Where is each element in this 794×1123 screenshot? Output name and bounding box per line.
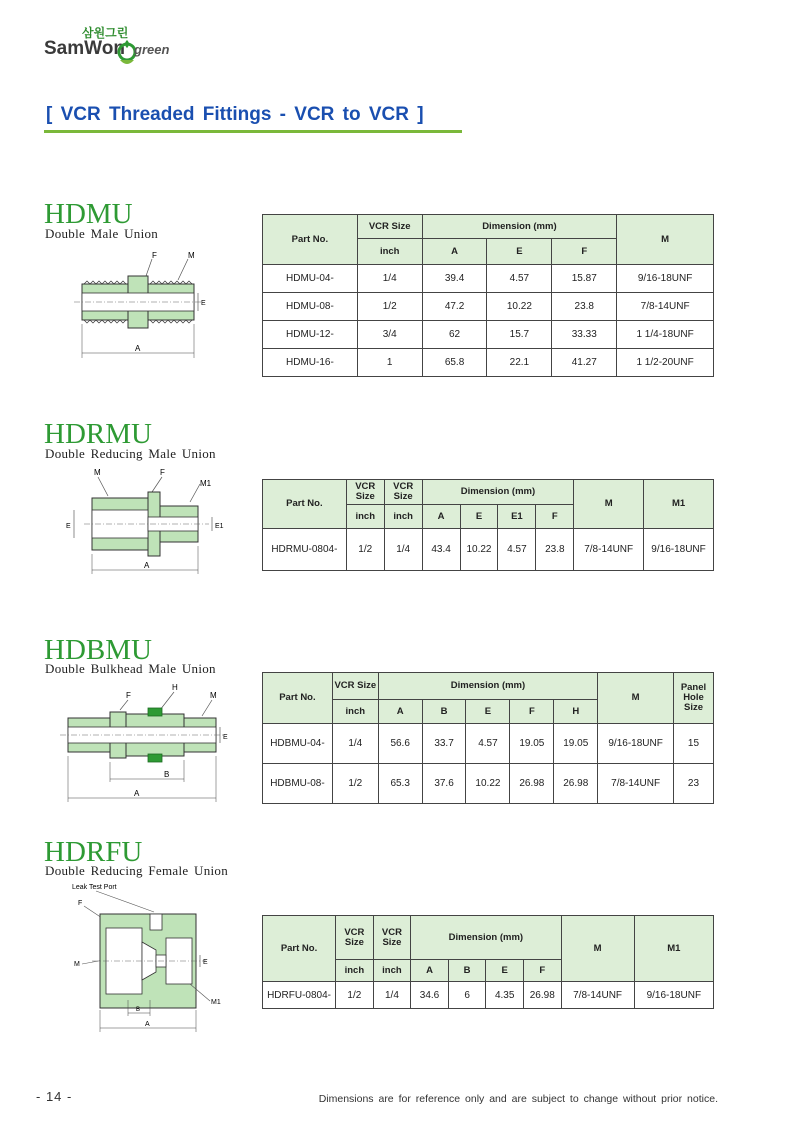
table-cell: 37.6 [422,764,466,804]
hdmu-code: HDMU [44,198,133,230]
hdrfu-label-a: A [145,1021,150,1028]
hdrfu-table [262,915,714,1009]
hdrfu-header-inch-2: inch [373,960,411,982]
hdbmu-diagram [60,680,240,802]
title-underline [44,130,462,133]
hdrmu-header-m1: M1 [644,480,714,529]
hdrmu-header-part-no: Part No. [263,480,347,529]
hdbmu-label-e: E [223,734,228,741]
table-cell: 7/8-14UNF [617,293,714,321]
table-cell: 4.57 [466,724,510,764]
hdmu-label-e: E [201,300,206,307]
hdmu-header-e: E [487,239,552,265]
table-cell: 1/2 [346,529,384,571]
table-cell: 56.6 [378,724,422,764]
table-row [263,321,714,349]
table-cell: HDMU-12- [263,321,358,349]
hdbmu-header-h: H [554,700,598,724]
table-cell: HDBMU-04- [263,724,333,764]
hdrmu-label-e: E [66,523,71,530]
hdrfu-label-leak-test-port: Leak Test Port [72,884,117,891]
hdrmu-label-e1: E1 [215,523,224,530]
hdrfu-header-part-no: Part No. [263,916,336,982]
table-cell: HDBMU-08- [263,764,333,804]
hdrmu-header-m: M [574,480,644,529]
table-cell: 26.98 [510,764,554,804]
hdrmu-header-vcr-size-2: VCR Size [384,480,422,505]
table-row [263,724,714,764]
hdrfu-code: HDRFU [44,836,143,868]
hdmu-header-f: F [552,239,617,265]
hdrmu-header-e: E [460,505,498,529]
table-cell: 19.05 [554,724,598,764]
hdmu-header-inch: inch [357,239,422,265]
hdbmu-header-b: B [422,700,466,724]
table-cell: 1/4 [373,982,411,1009]
table-cell: 19.05 [510,724,554,764]
hdrfu-header-vcr-size-1: VCR Size [336,916,374,960]
hdmu-label-f: F [152,251,157,260]
hdmu-header-m: M [617,215,714,265]
table-cell: 1/2 [357,293,422,321]
table-cell: 26.98 [554,764,598,804]
disclaimer-note: Dimensions are for reference only and are subject to change without prior notice. [318,1093,718,1105]
table-cell: 4.57 [487,265,552,293]
table-cell: 1/2 [336,982,374,1009]
table-cell: 26.98 [523,982,561,1009]
hdrmu-header-f: F [536,505,574,529]
hdbmu-header-vcr-size: VCR Size [332,673,378,700]
hdrfu-header-vcr-size-2: VCR Size [373,916,411,960]
hdrmu-table [262,479,714,571]
table-cell: 9/16-18UNF [617,265,714,293]
table-cell: 1 1/2-20UNF [617,349,714,377]
hdrmu-header-inch-1: inch [346,505,384,529]
hdrmu-code: HDRMU [44,418,152,450]
hdbmu-code: HDBMU [44,634,152,666]
hdrmu-label-a: A [144,561,150,570]
logo-korean-text: 삼원그린 [82,26,129,40]
hdrmu-header-e1: E1 [498,505,536,529]
table-cell: 15.7 [487,321,552,349]
hdrfu-header-dimension: Dimension (mm) [411,916,561,960]
hdmu-header-vcr-size: VCR Size [357,215,422,239]
table-cell: 43.4 [422,529,460,571]
table-cell: 4.35 [486,982,524,1009]
hdbmu-header-dimension: Dimension (mm) [378,673,597,700]
hdrfu-header-inch-1: inch [336,960,374,982]
hdmu-header-a: A [422,239,487,265]
table-cell: 10.22 [466,764,510,804]
table-cell: 33.33 [552,321,617,349]
hdrfu-label-f: F [78,900,83,907]
logo-sub-text: green [134,42,170,57]
hdbmu-header-f: F [510,700,554,724]
hdrmu-label-m1: M1 [200,479,212,488]
hdbmu-label-a: A [134,789,140,798]
table-row [263,982,714,1009]
hdmu-header-part-no: Part No. [263,215,358,265]
hdmu-description: Double Male Union [45,226,159,241]
table-cell: 23 [673,764,713,804]
hdrmu-header-dimension: Dimension (mm) [422,480,574,505]
hdbmu-label-b: B [164,770,170,779]
table-row [263,529,714,571]
table-row [263,764,714,804]
table-cell: 10.22 [460,529,498,571]
hdbmu-header-a: A [378,700,422,724]
hdrmu-header-vcr-size-1: VCR Size [346,480,384,505]
hdrmu-label-f: F [160,468,165,477]
table-cell: 7/8-14UNF [574,529,644,571]
hdbmu-header-panel-hole-size: Panel Hole Size [673,673,713,724]
hdrfu-label-e: E [203,959,208,966]
company-logo [44,22,184,74]
hdmu-label-m: M [188,251,195,260]
table-cell: 7/8-14UNF [561,982,634,1009]
table-row [263,293,714,321]
hdmu-diagram [72,246,222,358]
hdrfu-header-f: F [523,960,561,982]
hdmu-table [262,214,714,377]
table-cell: 1 1/4-18UNF [617,321,714,349]
hdbmu-label-h: H [172,683,178,692]
hdmu-header-dimension: Dimension (mm) [422,215,617,239]
table-cell: HDMU-04- [263,265,358,293]
table-cell: 1 [357,349,422,377]
hdrfu-label-m: M [74,961,80,968]
table-cell: 15 [673,724,713,764]
table-cell: HDMU-08- [263,293,358,321]
hdrfu-diagram [66,880,236,1032]
hdrmu-description: Double Reducing Male Union [45,446,216,461]
hdrfu-label-m1: M1 [211,999,221,1006]
hdrfu-label-b: B [136,1007,141,1013]
hdbmu-header-e: E [466,700,510,724]
table-cell: 22.1 [487,349,552,377]
table-cell: HDMU-16- [263,349,358,377]
hdbmu-label-m: M [210,691,217,700]
hdrfu-header-e: E [486,960,524,982]
hdbmu-label-f: F [126,691,131,700]
table-cell: 47.2 [422,293,487,321]
table-cell: 41.27 [552,349,617,377]
table-cell: 1/4 [332,724,378,764]
table-row [263,265,714,293]
logo-main-text: SamWon [44,38,125,59]
table-cell: 65.3 [378,764,422,804]
hdbmu-header-m: M [598,673,674,724]
table-cell: 1/2 [332,764,378,804]
table-cell: 4.57 [498,529,536,571]
table-cell: 6 [448,982,486,1009]
section-title: [ VCR Threaded Fittings - VCR to VCR ] [46,104,424,125]
table-cell: 9/16-18UNF [644,529,714,571]
table-cell: 1/4 [357,265,422,293]
hdbmu-description: Double Bulkhead Male Union [45,661,216,676]
page-number: - 14 - [36,1089,73,1104]
table-cell: 1/4 [384,529,422,571]
table-cell: HDRFU-0804- [263,982,336,1009]
table-cell: 34.6 [411,982,449,1009]
table-cell: 9/16-18UNF [634,982,713,1009]
table-cell: 62 [422,321,487,349]
hdbmu-header-part-no: Part No. [263,673,333,724]
table-cell: 39.4 [422,265,487,293]
hdmu-label-a: A [135,344,141,353]
hdrfu-header-m1: M1 [634,916,713,982]
table-cell: 7/8-14UNF [598,764,674,804]
table-cell: 33.7 [422,724,466,764]
table-row [263,349,714,377]
table-cell: 15.87 [552,265,617,293]
table-cell: 23.8 [552,293,617,321]
table-cell: 10.22 [487,293,552,321]
hdrmu-header-a: A [422,505,460,529]
hdrmu-label-m: M [94,468,101,477]
hdrfu-header-a: A [411,960,449,982]
table-cell: HDRMU-0804- [263,529,347,571]
table-cell: 3/4 [357,321,422,349]
hdrfu-description: Double Reducing Female Union [45,863,229,878]
hdbmu-header-inch: inch [332,700,378,724]
hdrfu-header-m: M [561,916,634,982]
table-cell: 65.8 [422,349,487,377]
table-cell: 23.8 [536,529,574,571]
hdrmu-header-inch-2: inch [384,505,422,529]
hdbmu-table [262,672,714,804]
table-cell: 9/16-18UNF [598,724,674,764]
hdrmu-diagram [64,466,234,574]
hdrfu-header-b: B [448,960,486,982]
